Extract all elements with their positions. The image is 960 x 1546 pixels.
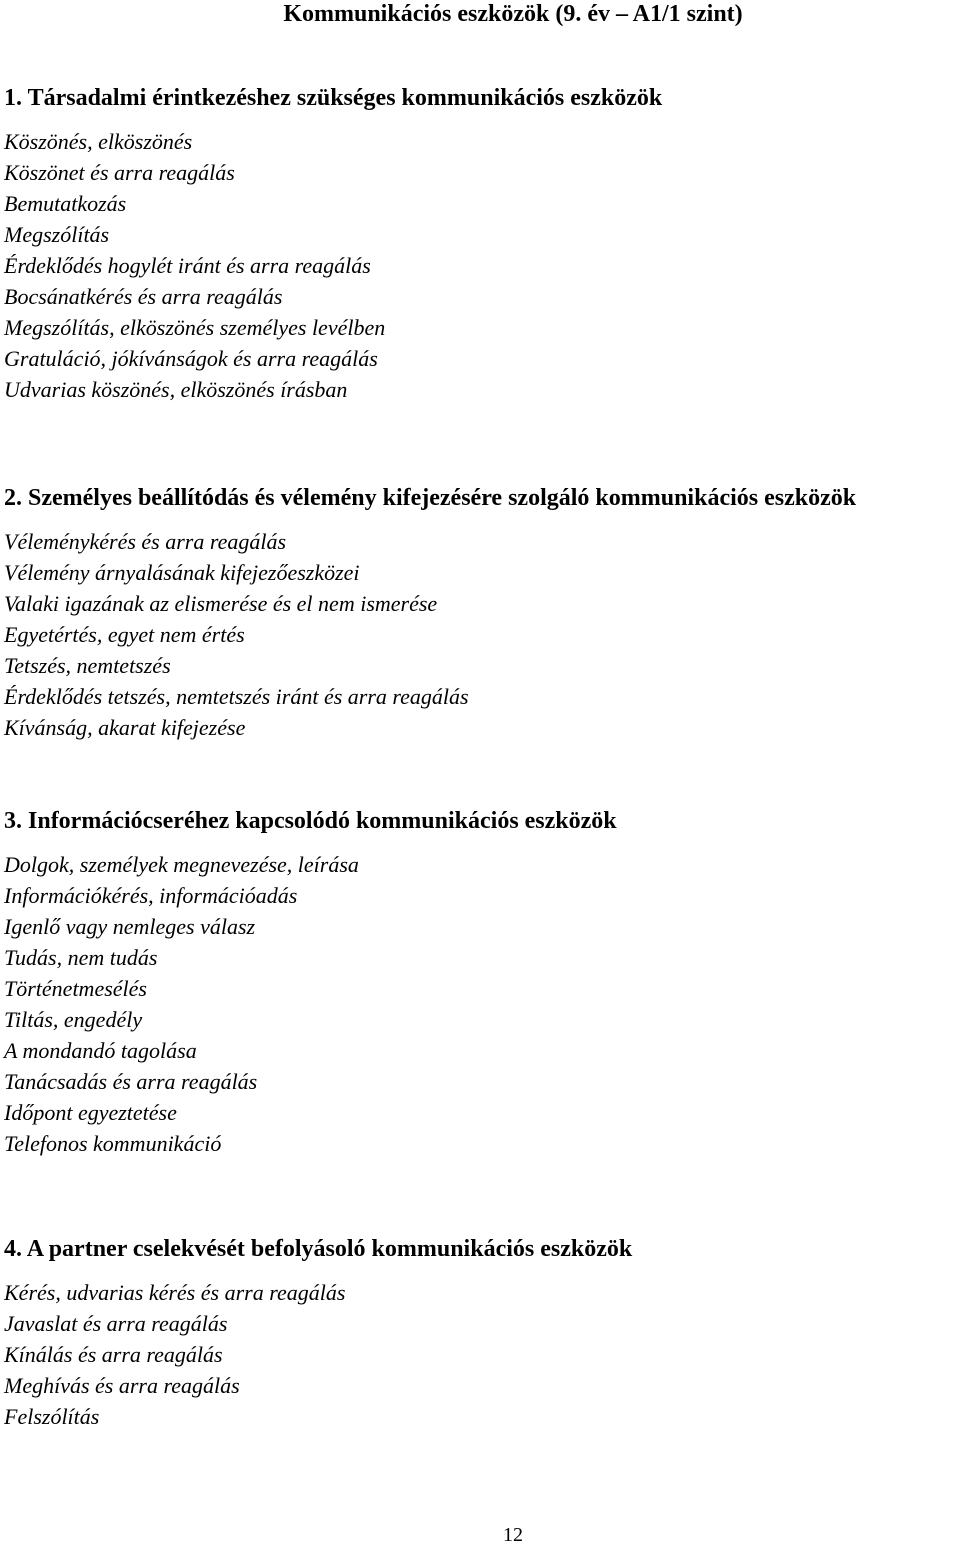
list-item: Gratuláció, jókívánságok és arra reagálás <box>4 346 378 371</box>
list-item: Tetszés, nemtetszés <box>4 653 171 678</box>
list-item: Kérés, udvarias kérés és arra reagálás <box>4 1280 346 1305</box>
list-item: Igenlő vagy nemleges válasz <box>4 914 256 939</box>
list-item: Felszólítás <box>4 1404 100 1429</box>
list-item: Bocsánatkérés és arra reagálás <box>4 284 283 309</box>
list-item: Megszólítás, elköszönés személyes levélben <box>4 315 386 340</box>
list-item: Érdeklődés hogylét iránt és arra reagálás <box>4 253 371 278</box>
list-item: Véleménykérés és arra reagálás <box>4 529 287 554</box>
list-item: A mondandó tagolása <box>4 1038 197 1063</box>
section-4 <box>4 1237 960 1432</box>
list-item: Érdeklődés tetszés, nemtetszés iránt és arra reagálás <box>4 684 469 709</box>
section-number: 3. <box>4 808 22 834</box>
section-heading <box>4 1237 960 1261</box>
list-item: Kínálás és arra reagálás <box>4 1342 223 1367</box>
list-item: Tiltás, engedély <box>4 1007 143 1032</box>
section-heading <box>4 486 960 510</box>
item-list <box>4 526 960 743</box>
list-item: Kívánság, akarat kifejezése <box>4 715 246 740</box>
section-heading-text: Információcseréhez kapcsolódó kommunikációs eszközök <box>28 808 617 834</box>
list-item: Valaki igazának az elismerése és el nem ismerése <box>4 591 438 616</box>
section-heading <box>4 809 960 833</box>
section-3 <box>4 809 960 1159</box>
section-heading-text: A partner cselekvését befolyásoló kommunikációs eszközök <box>26 1236 633 1262</box>
list-item: Információkérés, információadás <box>4 883 298 908</box>
section-number: 4. <box>4 1236 22 1262</box>
list-item: Telefonos kommunikáció <box>4 1131 222 1156</box>
list-item: Köszönés, elköszönés <box>4 129 193 154</box>
page-number: 12 <box>503 1524 523 1546</box>
item-list <box>4 126 960 405</box>
list-item: Időpont egyeztetése <box>4 1100 177 1125</box>
list-item: Vélemény árnyalásának kifejezőeszközei <box>4 560 360 585</box>
list-item: Tudás, nem tudás <box>4 945 158 970</box>
list-item: Dolgok, személyek megnevezése, leírása <box>4 852 359 877</box>
list-item: Történetmesélés <box>4 976 147 1001</box>
section-number: 2. <box>4 485 22 511</box>
list-item: Bemutatkozás <box>4 191 127 216</box>
list-item: Egyetértés, egyet nem értés <box>4 622 245 647</box>
item-list <box>4 849 960 1159</box>
list-item: Javaslat és arra reagálás <box>4 1311 228 1336</box>
list-item: Tanácsadás és arra reagálás <box>4 1069 258 1094</box>
section-2 <box>4 486 960 743</box>
section-heading <box>4 86 960 110</box>
item-list <box>4 1277 960 1432</box>
list-item: Köszönet és arra reagálás <box>4 160 235 185</box>
list-item: Meghívás és arra reagálás <box>4 1373 240 1398</box>
section-1 <box>4 86 960 405</box>
list-item: Udvarias köszönés, elköszönés írásban <box>4 377 348 402</box>
section-heading-text: Társadalmi érintkezéshez szükséges kommunikációs eszközök <box>27 85 663 111</box>
list-item: Megszólítás <box>4 222 110 247</box>
section-number: 1. <box>4 85 22 111</box>
section-heading-text: Személyes beállítódás és vélemény kifejezésére szolgáló kommunikációs eszközök <box>28 485 857 511</box>
page-title: Kommunikációs eszközök (9. év – A1/1 szint) <box>283 1 743 27</box>
